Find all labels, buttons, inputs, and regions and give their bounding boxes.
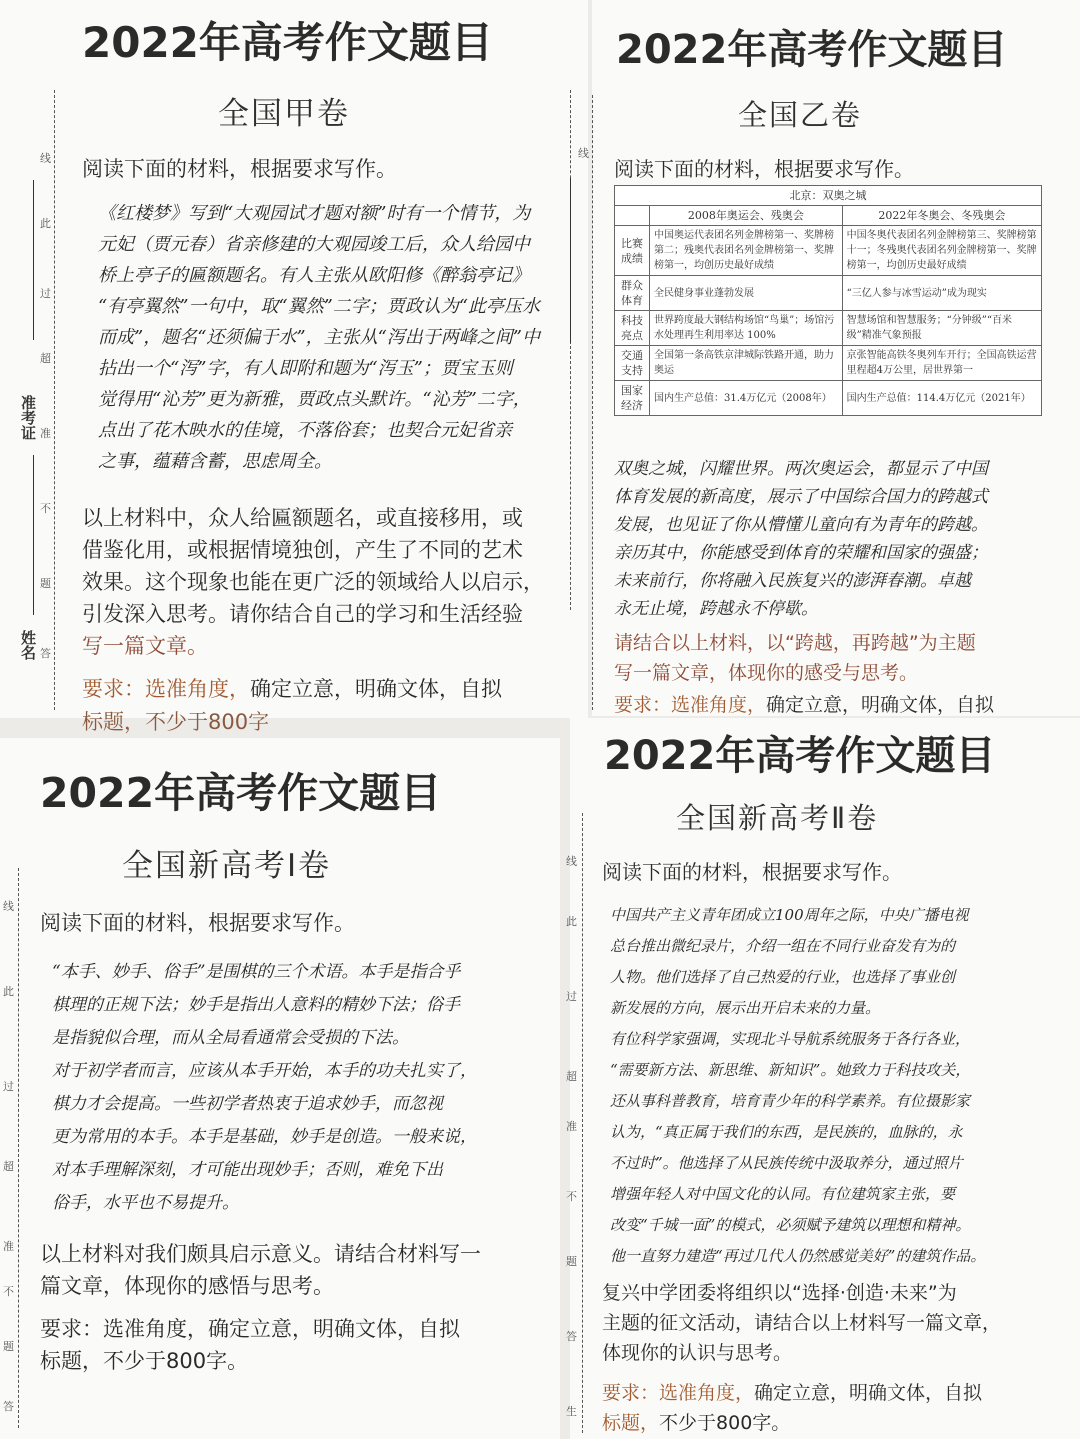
panel-xin2-margin-char: 不 <box>566 1190 577 1203</box>
prompt-line: 复兴中学团委将组织以“选择·创造·未来”为 <box>602 1282 957 1304</box>
table-cell-2022: 京张智能高铁冬奥列车开行；全国高铁运营里程超4万公里，居世界第一 <box>842 346 1041 381</box>
panel-xin2-big-title: 2022年高考作文题目 <box>604 733 996 779</box>
panel-xin2-margin-char: 此 <box>566 915 577 928</box>
panel-xin1-margin-char: 不 <box>3 1285 14 1298</box>
table-caption: 北京：双奥之城 <box>615 186 1042 206</box>
panel-xin1-margin-char: 此 <box>3 985 14 998</box>
panel-xin1-margin-char: 超 <box>3 1160 14 1173</box>
panel-jia-material <box>98 198 540 477</box>
prompt-line: 主题的征文活动，请结合以上材料写一篇文章， <box>602 1312 1002 1334</box>
material-line: 俗手，水平也不易提升。 <box>52 1193 239 1213</box>
material-line: 点出了花木映水的佳境，不落俗套；也契合元妃省亲 <box>98 420 512 441</box>
prompt-line <box>614 658 976 688</box>
panel-jia-margin-char: 题 <box>40 577 51 590</box>
requirement-text: 不少于800字。 <box>659 1412 791 1434</box>
material-line: 元妃（贾元春）省亲修建的大观园竣工后，众人给园中 <box>98 234 530 255</box>
panel-xin2-margin-char: 生 <box>566 1405 577 1418</box>
prompt-line-last: 写一篇文章。 <box>82 634 208 658</box>
table-row <box>615 226 1042 276</box>
panel-xin2-margin-char: 过 <box>566 990 577 1003</box>
material-line: 永无止境，跨越永不停歇。 <box>614 599 818 619</box>
panel-xin1-requirement <box>40 1313 460 1377</box>
material-line: 《红楼梦》写到“大观园试才题对额”时有一个情节，为 <box>98 203 531 224</box>
prompt-line: 以上材料中，众人给匾额题名，或直接移用，或 <box>82 506 523 530</box>
material-line: 改变“千城一面”的模式，必须赋予建筑以理想和精神。 <box>610 1216 971 1234</box>
material-line: 拈出一个“泻”字，有人即附和题为“泻玉”；贾宝玉则 <box>98 358 513 379</box>
material-line: 还从事科普教育，培育青少年的科学素养。有位摄影家 <box>610 1092 971 1110</box>
material-line: 体育发展的新高度，展示了中国综合国力的跨越式 <box>614 487 988 507</box>
prompt-line: 以上材料对我们颇具启示意义。请结合材料写一 <box>40 1242 481 1266</box>
panel-xin2-material <box>610 900 985 1272</box>
prompt-line-part: 写一篇文章， <box>614 662 729 684</box>
table-row-category: 比赛成绩 <box>615 226 650 276</box>
panel-jia-margin-char: 此 <box>40 217 51 230</box>
panel-jia-margin-line <box>54 90 55 710</box>
requirement-text: 确定立意，明确文体，自拟 <box>766 694 995 716</box>
panel-jia-instruction: 阅读下面的材料，根据要求写作。 <box>82 157 397 181</box>
panel-jia-id-line <box>33 180 34 340</box>
material-line: 棋理的正规下法；妙手是指出人意料的精妙下法；俗手 <box>52 995 460 1015</box>
panel-xin1-margin-char: 准 <box>3 1240 14 1253</box>
material-line: 人物。他们选择了自己热爱的行业，也选择了事业创 <box>610 968 956 986</box>
requirement-line <box>602 1408 982 1438</box>
panel-jia-margin-char: 过 <box>40 287 51 300</box>
panel-jia-requirement-cut <box>82 706 269 736</box>
material-line: “需要新方法、新思维、新知识”。她致力于科技攻关， <box>610 1061 971 1079</box>
material-line: 发展，也见证了你从懵懂儿童向有为青年的跨越。 <box>614 515 988 535</box>
material-line: “有亭翼然”一句中，取“翼然”二字；贾政认为“此亭压水 <box>98 296 541 317</box>
material-line: 中国共产主义青年团成立100周年之际，中央广播电视 <box>610 906 969 924</box>
panel-xin2-margin-char: 超 <box>566 1070 577 1083</box>
panel-xin2-prompt <box>602 1278 1001 1368</box>
requirement-line: 标题，不少于800字。 <box>40 1349 249 1373</box>
panel-yi-sub-title: 全国乙卷 <box>738 98 863 132</box>
panel-xin1-prompt <box>40 1238 481 1302</box>
requirement-text: 确定立意，明确文体，自拟 <box>250 677 502 701</box>
panel-yi-instruction: 阅读下面的材料，根据要求写作。 <box>614 157 914 181</box>
material-line: 对于初学者而言，应该从本手开始，本手的功夫扎实了， <box>52 1061 477 1081</box>
table-header-2022: 2022年冬奥会、冬残奥会 <box>842 206 1041 226</box>
panel-jia-margin-char: 超 <box>40 352 51 365</box>
material-line: 之事，蕴藉含蓄，思虑周全。 <box>98 451 332 472</box>
panel-xin2-instruction: 阅读下面的材料，根据要求写作。 <box>602 860 902 884</box>
panel-jia-margin-char: 答 <box>40 647 51 660</box>
panel-xin2-margin-char: 题 <box>566 1255 577 1268</box>
panel-xin-gaokao-2 <box>566 718 1080 1439</box>
requirement-text: 确定立意，明确文体，自拟 <box>754 1382 983 1404</box>
material-line: 他一直努力建造“再过几代人仍然感觉美好”的建筑作品。 <box>610 1247 986 1265</box>
material-line: 认为，“真正属于我们的东西，是民族的，血脉的，永 <box>610 1123 963 1141</box>
table-cell-2008: 世界跨度最大钢结构场馆“鸟巢”；场馆污水处理再生利用率达 100% <box>650 311 843 346</box>
panel-xin1-big-title: 2022年高考作文题目 <box>40 769 442 817</box>
material-line: 双奥之城，闪耀世界。两次奥运会，都显示了中国 <box>614 459 988 479</box>
olympics-table <box>614 185 1042 416</box>
panel-yi-prompt <box>614 628 976 688</box>
panel-quanguo-jia <box>0 0 588 734</box>
table-cell-2008: 中国奥运代表团名列金牌榜第一、奖牌榜第二；残奥代表团名列金牌榜第一、奖牌榜第一，均创历史最好成绩 <box>650 226 843 276</box>
panel-xin1-instruction: 阅读下面的材料，根据要求写作。 <box>40 911 355 935</box>
material-line: 而成”，题名“还须偏于水”，主张从“泻出于两峰之间”中 <box>98 327 541 348</box>
material-line: 对本手理解深刻，才可能出现妙手；否则，难免下出 <box>52 1160 443 1180</box>
panel-yi-material <box>614 455 988 623</box>
table-cell-2022: 国内生产总值：114.4万亿元（2021年） <box>842 381 1041 416</box>
requirement-cut-text: 标题，不少于800字 <box>82 710 270 734</box>
table-row-category: 国家经济 <box>615 381 650 416</box>
table-row <box>615 346 1042 381</box>
panel-xin1-margin-line <box>18 868 19 1428</box>
table-row-category: 交通支持 <box>615 346 650 381</box>
material-line: 亲历其中，你能感受到体育的荣耀和国家的强盛； <box>614 543 988 563</box>
prompt-line: 请结合以上材料，以“跨越，再跨越”为主题 <box>614 632 976 654</box>
material-line: 未来前行，你将融入民族复兴的澎湃春潮。卓越 <box>614 571 971 591</box>
panel-xin2-margin-char: 答 <box>566 1330 577 1343</box>
panel-jia-exam-id-label: 准考证 <box>19 395 37 440</box>
requirement-label: 要求：选准角度， <box>82 677 250 701</box>
material-line: 桥上亭子的匾额题名。有人主张从欧阳修《醉翁亭记》 <box>98 265 530 286</box>
panel-yi-margin-char: 线 <box>578 147 589 160</box>
panel-xin2-sub-title: 全国新高考Ⅱ卷 <box>676 801 879 835</box>
panel-jia-big-title: 2022年高考作文题目 <box>82 18 493 67</box>
panel-jia-prompt <box>82 502 544 662</box>
material-line: 有位科学家强调，实现北斗导航系统服务于各行各业， <box>610 1030 971 1048</box>
prompt-line: 篇文章，体现你的感悟与思考。 <box>40 1274 334 1298</box>
table-cell-2022: 中国冬奥代表团名列金牌榜第三、奖牌榜第十一；冬残奥代表团名列金牌榜第一、奖牌榜第一，均创历史最好成绩 <box>842 226 1041 276</box>
requirement-line: 要求：选准角度，确定立意，明确文体，自拟 <box>40 1317 460 1341</box>
requirement-line <box>602 1378 982 1408</box>
panel-xin2-margin-char: 准 <box>566 1120 577 1133</box>
material-line: 总台推出微纪录片，介绍一组在不同行业奋发有为的 <box>610 937 956 955</box>
panel-xin1-sub-title: 全国新高考Ⅰ卷 <box>122 848 332 884</box>
table-cell-2008: 国内生产总值：31.4万亿元（2008年） <box>650 381 843 416</box>
table-cell-2022: “三亿人参与冰雪运动”成为现实 <box>842 276 1041 311</box>
table-cell-2008: 全国第一条高铁京津城际铁路开通，助力奥运 <box>650 346 843 381</box>
material-line: 新发展的方向，展示出开启未来的力量。 <box>610 999 881 1017</box>
panel-yi-id-line <box>570 178 571 343</box>
panel-xin2-margin-char: 线 <box>566 855 577 868</box>
panel-jia-right-margin-line <box>570 90 571 610</box>
prompt-line: 体现你的认识与思考。 <box>602 1342 793 1364</box>
panel-yi-big-title: 2022年高考作文题目 <box>616 27 1008 73</box>
panel-xin1-material <box>52 956 477 1220</box>
panel-yi-margin-line <box>592 95 593 710</box>
panel-xin2-margin-line <box>582 813 583 1433</box>
panel-jia-sub-title: 全国甲卷 <box>218 96 350 132</box>
panel-xin1-margin-char: 线 <box>3 900 14 913</box>
material-line: “本手、妙手、俗手”是围棋的三个术语。本手是指合乎 <box>52 962 461 982</box>
panel-xin2-requirement <box>602 1378 982 1438</box>
material-line: 是指貌似合理，而从全局看通常会受损的下法。 <box>52 1028 409 1048</box>
panel-xin1-margin-char: 过 <box>3 1080 14 1093</box>
panel-jia-name-line <box>33 455 34 615</box>
table-cell-2008: 全民健身事业蓬勃发展 <box>650 276 843 311</box>
material-line: 更为常用的本手。本手是基础，妙手是创造。一般来说， <box>52 1127 477 1147</box>
requirement-label: 标题， <box>602 1412 660 1434</box>
table-row-category: 群众体育 <box>615 276 650 311</box>
table-row <box>615 311 1042 346</box>
material-line: 增强年轻人对中国文化的认同。有位建筑家主张，要 <box>610 1185 956 1203</box>
requirement-label: 要求：选准角度， <box>602 1382 755 1404</box>
panel-yi-requirement <box>614 690 994 717</box>
table-row <box>615 276 1042 311</box>
panel-jia-margin-char: 准 <box>40 427 51 440</box>
material-line: 觉得用“沁芳”更为新雅，贾政点头默许。“沁芳”二字， <box>98 389 531 410</box>
requirement-label: 要求：选准角度， <box>614 694 767 716</box>
panel-jia-name-label: 姓名 <box>19 630 37 660</box>
prompt-line: 效果。这个现象也能在更广泛的领域给人以启示， <box>82 570 544 594</box>
panel-xin-gaokao-1 <box>0 738 560 1439</box>
panel-jia-margin-char: 线 <box>40 152 51 165</box>
panel-xin1-margin-char: 题 <box>3 1340 14 1353</box>
prompt-line: 引发深入思考。请你结合自己的学习和生活经验 <box>82 602 523 626</box>
panel-xin1-margin-char: 答 <box>3 1400 14 1413</box>
material-line: 棋力才会提高。一些初学者热衷于追求妙手，而忽视 <box>52 1094 443 1114</box>
panel-jia-requirement <box>82 673 502 703</box>
material-line: 不过时”。他选择了从民族传统中汲取养分，通过照片 <box>610 1154 963 1172</box>
panel-jia-margin-char: 不 <box>40 502 51 515</box>
prompt-line: 借鉴化用，或根据情境独创，产生了不同的艺术 <box>82 538 523 562</box>
panel-quanguo-yi <box>578 0 1080 716</box>
table-header-2008: 2008年奥运会、残奥会 <box>650 206 843 226</box>
prompt-line-part: 体现你的感受与思考。 <box>728 662 919 684</box>
table-row <box>615 381 1042 416</box>
table-cell-2022: 智慧场馆和智慧服务；“分钟级”“百米级”精准气象预报 <box>842 311 1041 346</box>
table-row-category: 科技亮点 <box>615 311 650 346</box>
